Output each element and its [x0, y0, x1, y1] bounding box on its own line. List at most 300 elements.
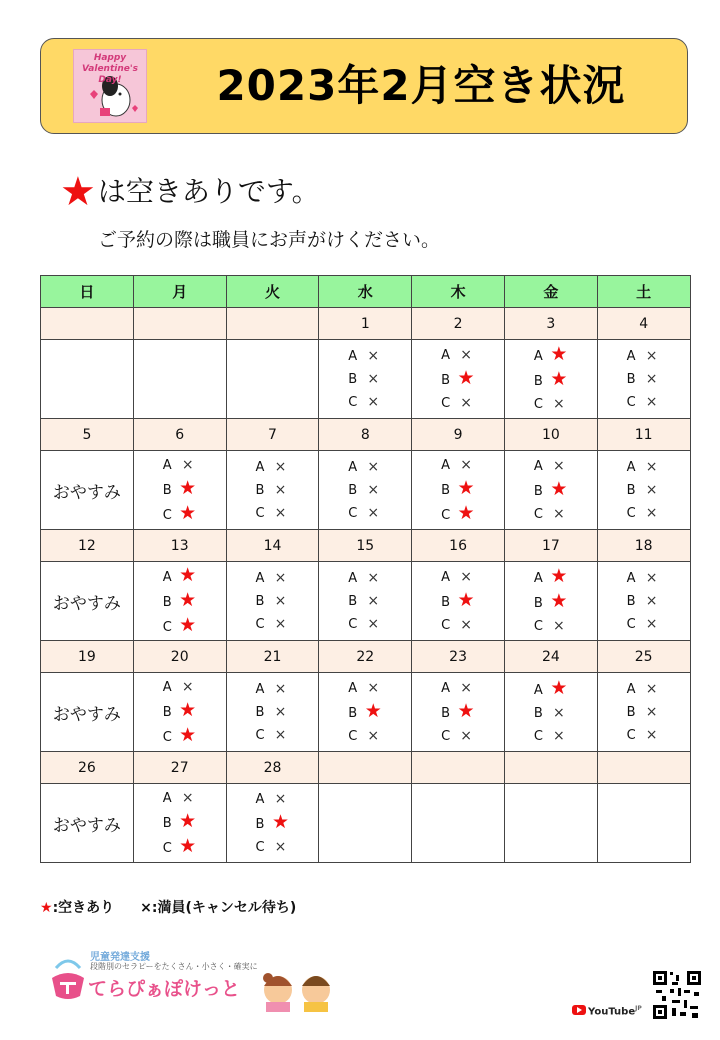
slot-line — [598, 391, 690, 414]
slot-label: B — [162, 482, 172, 498]
full-cross-icon: × — [274, 504, 287, 521]
availability-cell — [226, 451, 319, 530]
available-star-icon: ★ — [271, 810, 289, 833]
full-cross-icon: × — [274, 790, 287, 807]
available-star-icon: ★ — [179, 613, 197, 636]
slot-label: C — [533, 506, 543, 522]
availability-text: は空きありです。 — [97, 175, 320, 208]
slot-label: B — [162, 594, 172, 610]
slot-label: B — [441, 594, 450, 610]
slot-row — [41, 451, 691, 530]
date-cell: 24 — [504, 641, 597, 673]
badge-line-1: Happy — [93, 53, 127, 63]
full-cross-icon: × — [274, 838, 287, 855]
slot-line — [505, 725, 597, 748]
slot-label: C — [533, 396, 543, 412]
slot-label: C — [441, 728, 451, 744]
date-row — [41, 641, 691, 673]
logo-name: てらぴぁぽけっと — [88, 978, 241, 1000]
slot-line — [598, 701, 690, 724]
available-star-icon: ★ — [550, 564, 568, 587]
date-cell: 9 — [412, 419, 505, 451]
available-star-icon: ★ — [179, 834, 197, 857]
slot-label: C — [162, 729, 172, 745]
full-cross-icon: × — [274, 569, 287, 586]
weekday-thu: 木 — [412, 276, 505, 308]
youtube-suffix: JP — [635, 1005, 642, 1012]
slot-row — [41, 562, 691, 641]
date-cell: 11 — [597, 419, 690, 451]
slot-line — [505, 702, 597, 725]
slot-label: C — [162, 840, 172, 856]
date-cell: 26 — [41, 752, 134, 784]
available-star-icon: ★ — [179, 809, 197, 832]
slot-label: A — [626, 348, 636, 364]
slot-line — [598, 567, 690, 590]
slot-label: A — [626, 459, 636, 475]
date-cell: 23 — [412, 641, 505, 673]
slot-line — [412, 392, 504, 415]
holiday-cell — [41, 451, 134, 530]
availability-cell — [226, 673, 319, 752]
slot-label: B — [626, 371, 636, 387]
weekday-wed: 水 — [319, 276, 412, 308]
slot-line — [227, 590, 319, 613]
slot-line — [319, 590, 411, 613]
slot-line — [598, 368, 690, 391]
empty-cell — [133, 340, 226, 419]
date-cell: 18 — [597, 530, 690, 562]
full-cross-icon: × — [367, 592, 380, 609]
slot-label: C — [255, 727, 265, 743]
date-cell: 17 — [504, 530, 597, 562]
youtube-link[interactable] — [572, 1005, 642, 1017]
date-cell: 10 — [504, 419, 597, 451]
slot-line — [412, 502, 504, 527]
date-cell: 21 — [226, 641, 319, 673]
available-star-icon: ★ — [457, 588, 475, 611]
date-cell: 6 — [133, 419, 226, 451]
available-star-icon: ★ — [550, 342, 568, 365]
full-cross-icon: × — [274, 592, 287, 609]
date-cell: 7 — [226, 419, 319, 451]
full-cross-icon: × — [181, 789, 194, 806]
slot-line — [319, 502, 411, 525]
empty-cell — [319, 784, 412, 863]
slot-label: B — [533, 595, 543, 611]
full-cross-icon: × — [553, 727, 565, 744]
full-cross-icon: × — [460, 394, 472, 411]
full-cross-icon: × — [460, 616, 472, 633]
qr-code-icon[interactable] — [652, 970, 702, 1020]
full-cross-icon: × — [645, 703, 658, 720]
slot-label: C — [441, 617, 451, 633]
date-cell — [133, 308, 226, 340]
slot-line — [134, 502, 226, 527]
slot-line — [412, 589, 504, 614]
holiday-label: おやすみ — [52, 482, 121, 503]
available-star-icon: ★ — [179, 501, 197, 524]
date-row — [41, 419, 691, 451]
slot-line — [505, 343, 597, 368]
slot-line — [227, 836, 319, 859]
date-cell — [412, 752, 505, 784]
available-star-icon: ★ — [179, 563, 197, 586]
available-star-icon: ★ — [550, 676, 568, 699]
page-title: 2023年2月空き状況 — [216, 61, 626, 110]
full-cross-icon: × — [460, 679, 472, 696]
slot-line — [412, 367, 504, 392]
available-star-icon: ★ — [457, 699, 475, 722]
available-star-icon: ★ — [179, 588, 197, 611]
empty-cell — [226, 340, 319, 419]
full-cross-icon: × — [274, 458, 287, 475]
weekday-sun: 日 — [41, 276, 134, 308]
slot-line — [134, 477, 226, 502]
full-cross-icon: × — [460, 456, 472, 473]
children-illustration-icon — [258, 962, 340, 1012]
slot-label: A — [162, 679, 172, 695]
date-cell: 16 — [412, 530, 505, 562]
slot-label: A — [255, 570, 265, 586]
slot-label: C — [255, 616, 265, 632]
slot-line — [227, 788, 319, 811]
full-cross-icon: × — [367, 458, 380, 475]
availability-cell — [133, 451, 226, 530]
availability-cell — [504, 451, 597, 530]
key-star-text: :空きあり — [52, 900, 115, 916]
logo-subtitle: 児童発達支援 — [90, 952, 150, 963]
full-cross-icon: × — [181, 456, 194, 473]
slot-line — [505, 455, 597, 478]
date-cell: 5 — [41, 419, 134, 451]
slot-line — [598, 590, 690, 613]
symbol-key — [40, 897, 296, 917]
date-cell: 25 — [597, 641, 690, 673]
slot-label: A — [348, 570, 358, 586]
slot-label: C — [441, 507, 451, 523]
full-cross-icon: × — [553, 457, 565, 474]
slot-line — [598, 456, 690, 479]
slot-line — [412, 700, 504, 725]
availability-cell — [319, 451, 412, 530]
slot-label: B — [348, 593, 358, 609]
valentine-badge — [73, 49, 147, 123]
slot-line — [505, 677, 597, 702]
slot-label: B — [626, 482, 636, 498]
full-cross-icon: × — [367, 370, 380, 387]
slot-line — [227, 811, 319, 836]
availability-cell — [133, 562, 226, 641]
availability-cell — [319, 673, 412, 752]
slot-label: B — [533, 373, 543, 389]
slot-line — [412, 454, 504, 477]
availability-cell — [412, 340, 505, 419]
empty-cell — [41, 340, 134, 419]
slot-line — [319, 677, 411, 700]
date-cell: 22 — [319, 641, 412, 673]
date-cell: 3 — [504, 308, 597, 340]
slot-label: C — [255, 505, 265, 521]
key-star-icon: ★ — [40, 900, 53, 916]
date-cell: 27 — [133, 752, 226, 784]
available-star-icon: ★ — [457, 366, 475, 389]
available-star-icon: ★ — [179, 723, 197, 746]
slot-label: B — [255, 482, 265, 498]
slot-line — [134, 724, 226, 749]
calendar-body — [41, 308, 691, 863]
slot-line — [227, 724, 319, 747]
slot-line — [134, 699, 226, 724]
slot-label: B — [441, 372, 450, 388]
slot-line — [319, 391, 411, 414]
slot-line — [412, 725, 504, 748]
slot-label: A — [162, 569, 172, 585]
slot-label: B — [533, 483, 543, 499]
reservation-note: ご予約の際は職員にお声がけください。 — [98, 229, 441, 251]
availability-cell — [412, 562, 505, 641]
date-cell: 8 — [319, 419, 412, 451]
slot-label: A — [441, 347, 450, 363]
slot-line — [134, 810, 226, 835]
available-star-icon: ★ — [550, 589, 568, 612]
holiday-cell — [41, 784, 134, 863]
slot-label: B — [255, 816, 265, 832]
badge-line-2: Valentine's Day! — [82, 64, 138, 85]
slot-label: C — [626, 727, 636, 743]
slot-line — [412, 566, 504, 589]
slot-line — [505, 368, 597, 393]
slot-line — [505, 615, 597, 638]
slot-line — [412, 344, 504, 367]
availability-cell — [226, 562, 319, 641]
weekday-tue: 火 — [226, 276, 319, 308]
slot-label: C — [348, 505, 358, 521]
slot-line — [412, 477, 504, 502]
full-cross-icon: × — [367, 679, 380, 696]
available-star-icon: ★ — [364, 699, 382, 722]
slot-label: C — [162, 507, 172, 523]
available-star-icon: ★ — [179, 698, 197, 721]
slot-label: C — [348, 394, 358, 410]
slot-line — [227, 456, 319, 479]
slot-label: B — [255, 704, 265, 720]
full-cross-icon: × — [367, 504, 380, 521]
date-cell: 20 — [133, 641, 226, 673]
slot-line — [412, 677, 504, 700]
slot-line — [505, 478, 597, 503]
slot-line — [227, 613, 319, 636]
slot-label: A — [533, 682, 543, 698]
slot-label: B — [348, 482, 358, 498]
full-cross-icon: × — [645, 680, 658, 697]
slot-line — [227, 567, 319, 590]
holiday-label: おやすみ — [52, 815, 121, 836]
full-cross-icon: × — [553, 617, 565, 634]
slot-label: B — [348, 371, 358, 387]
slot-line — [134, 564, 226, 589]
availability-legend — [60, 170, 320, 214]
slot-line — [505, 503, 597, 526]
full-cross-icon: × — [274, 680, 287, 697]
slot-line — [505, 393, 597, 416]
slot-line — [319, 567, 411, 590]
full-cross-icon: × — [367, 569, 380, 586]
company-logo — [48, 948, 258, 1004]
weekday-sat: 土 — [597, 276, 690, 308]
slot-label: C — [255, 839, 265, 855]
slot-line — [134, 676, 226, 699]
slot-label: A — [255, 791, 265, 807]
youtube-label: YouTube — [588, 1006, 636, 1018]
date-cell: 4 — [597, 308, 690, 340]
youtube-play-icon — [572, 1005, 586, 1015]
availability-cell — [412, 673, 505, 752]
slot-line — [598, 502, 690, 525]
slot-label: A — [255, 681, 265, 697]
availability-cell — [504, 562, 597, 641]
slot-line — [319, 725, 411, 748]
availability-cell — [597, 340, 690, 419]
slot-label: A — [533, 348, 543, 364]
available-star-icon: ★ — [457, 501, 475, 524]
availability-cell — [412, 451, 505, 530]
full-cross-icon: × — [645, 569, 658, 586]
slot-line — [227, 678, 319, 701]
full-cross-icon: × — [645, 504, 658, 521]
holiday-cell — [41, 673, 134, 752]
slot-line — [319, 368, 411, 391]
date-row — [41, 530, 691, 562]
slot-label: B — [626, 704, 636, 720]
empty-cell — [412, 784, 505, 863]
full-cross-icon: × — [645, 592, 658, 609]
date-cell: 14 — [226, 530, 319, 562]
weekday-mon: 月 — [133, 276, 226, 308]
date-cell: 19 — [41, 641, 134, 673]
pocket-logo-icon — [48, 948, 88, 1004]
available-star-icon: ★ — [457, 476, 475, 499]
full-cross-icon: × — [367, 615, 380, 632]
slot-line — [227, 701, 319, 724]
availability-cell — [133, 673, 226, 752]
full-cross-icon: × — [460, 346, 472, 363]
slot-line — [598, 345, 690, 368]
date-cell: 15 — [319, 530, 412, 562]
available-star-icon: ★ — [179, 476, 197, 499]
full-cross-icon: × — [553, 395, 565, 412]
date-cell — [597, 752, 690, 784]
availability-cell — [319, 340, 412, 419]
full-cross-icon: × — [645, 481, 658, 498]
available-star-icon: ★ — [550, 477, 568, 500]
holiday-cell — [41, 562, 134, 641]
weekday-header-row — [41, 276, 691, 308]
slot-row — [41, 673, 691, 752]
date-cell: 12 — [41, 530, 134, 562]
slot-label: A — [348, 348, 358, 364]
full-cross-icon: × — [645, 393, 658, 410]
star-icon: ★ — [60, 169, 96, 215]
holiday-label: おやすみ — [52, 704, 121, 725]
available-star-icon: ★ — [550, 367, 568, 390]
slot-label: B — [348, 705, 358, 721]
slot-label: A — [533, 570, 543, 586]
date-cell — [226, 308, 319, 340]
slot-label: C — [533, 728, 543, 744]
slot-label: B — [255, 593, 265, 609]
availability-cell — [226, 784, 319, 863]
slot-line — [598, 613, 690, 636]
calendar-table — [40, 275, 691, 863]
full-cross-icon: × — [553, 505, 565, 522]
full-cross-icon: × — [645, 347, 658, 364]
slot-label: A — [441, 457, 450, 473]
date-cell — [504, 752, 597, 784]
slot-label: B — [626, 593, 636, 609]
availability-cell — [319, 562, 412, 641]
title-banner — [40, 38, 688, 134]
date-cell: 13 — [133, 530, 226, 562]
slot-label: B — [162, 704, 172, 720]
full-cross-icon: × — [274, 703, 287, 720]
availability-cell — [133, 784, 226, 863]
availability-cell — [597, 673, 690, 752]
slot-line — [319, 613, 411, 636]
slot-label: A — [162, 790, 172, 806]
date-row — [41, 308, 691, 340]
slot-label: A — [441, 680, 450, 696]
slot-line — [227, 502, 319, 525]
full-cross-icon: × — [645, 615, 658, 632]
slot-label: A — [626, 570, 636, 586]
slot-label: C — [626, 394, 636, 410]
slot-row — [41, 784, 691, 863]
slot-label: B — [441, 705, 450, 721]
slot-label: C — [348, 728, 358, 744]
full-cross-icon: × — [367, 393, 380, 410]
slot-line — [134, 835, 226, 860]
slot-label: A — [626, 681, 636, 697]
availability-cell — [504, 340, 597, 419]
full-cross-icon: × — [645, 726, 658, 743]
slot-line — [598, 678, 690, 701]
slot-label: C — [626, 505, 636, 521]
date-cell — [319, 752, 412, 784]
full-cross-icon: × — [367, 347, 380, 364]
full-cross-icon: × — [274, 481, 287, 498]
slot-line — [319, 700, 411, 725]
availability-cell — [597, 451, 690, 530]
slot-line — [505, 590, 597, 615]
slot-label: B — [162, 815, 172, 831]
date-cell — [41, 308, 134, 340]
slot-label: A — [162, 457, 172, 473]
date-cell: 2 — [412, 308, 505, 340]
full-cross-icon: × — [181, 678, 194, 695]
availability-cell — [597, 562, 690, 641]
key-cross-text: ×:満員(キャンセル待ち) — [140, 900, 297, 916]
slot-line — [319, 479, 411, 502]
slot-label: A — [533, 458, 543, 474]
slot-line — [134, 787, 226, 810]
slot-label: A — [348, 459, 358, 475]
slot-label: C — [626, 616, 636, 632]
slot-label: A — [441, 569, 450, 585]
slot-line — [134, 614, 226, 639]
full-cross-icon: × — [645, 370, 658, 387]
slot-line — [598, 479, 690, 502]
